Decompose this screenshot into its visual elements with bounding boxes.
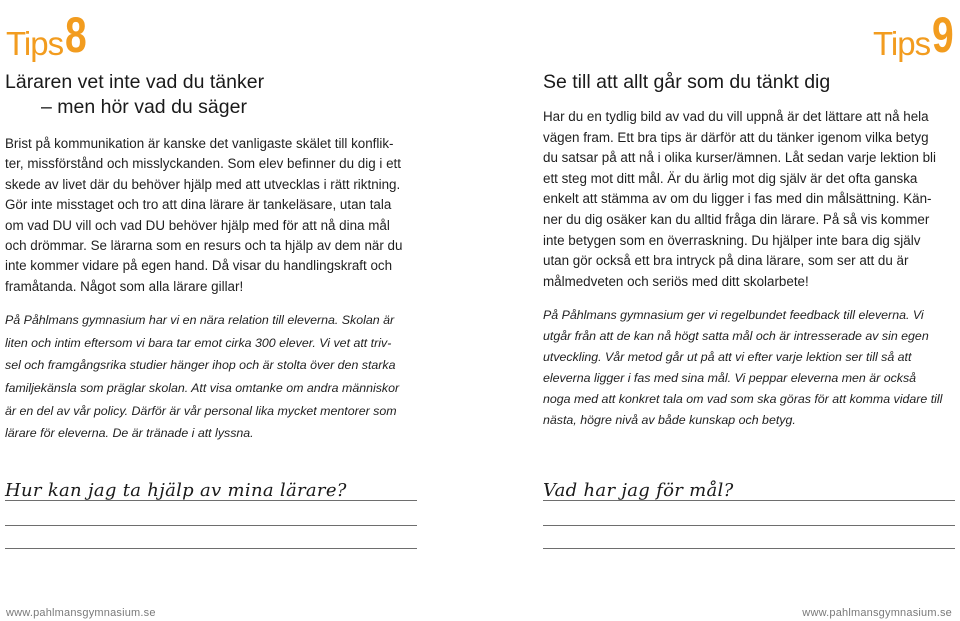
tip-8-paragraph bbox=[5, 134, 420, 297]
text-line: utveckling. Vår metod går ut på att vi efter varje lektion ser till så att bbox=[543, 350, 912, 365]
text-line: ter, missförstånd och misslyckanden. Som elev befinner du dig i ett bbox=[5, 156, 401, 172]
text-line: Har du en tydlig bild av vad du vill uppnå är det lättare att nå hela bbox=[543, 109, 929, 124]
tip-9-question: Vad har jag för mål? bbox=[543, 480, 734, 501]
answer-line[interactable] bbox=[543, 525, 955, 526]
tips-number: 9 bbox=[932, 7, 954, 63]
text-line: framåtanda. Något som alla lärare gillar! bbox=[5, 278, 244, 294]
heading-line-1: Läraren vet inte vad du tänker bbox=[5, 71, 265, 93]
text-line: utgår från att de kan nå högt satta mål och är intresserade av sin egen bbox=[543, 329, 929, 344]
text-line: vägen fram. Ett bra tips är därför att du tänker igenom vilka betyg bbox=[543, 129, 929, 145]
footer-url-right: www.pahlmansgymnasium.se bbox=[802, 607, 952, 619]
text-line: nästa, högre nivå av både kunskap och betyg. bbox=[543, 413, 796, 428]
tips-number: 8 bbox=[65, 7, 87, 63]
tip-8-section bbox=[5, 70, 420, 445]
tip-8-question: Hur kan jag ta hjälp av mina lärare? bbox=[5, 480, 347, 501]
text-line: ett steg mot ditt mål. Är du ärlig mot dig själv är det ofta ganska bbox=[543, 170, 918, 186]
text-line: ner du dig osäker kan du alltid fråga din lärare. På så vis kommer bbox=[543, 211, 930, 227]
tip-8-heading bbox=[5, 70, 420, 120]
tips-word: Tips bbox=[6, 25, 64, 62]
answer-line[interactable] bbox=[543, 548, 955, 549]
text-line: sel och framgångsrika studier hänger ihop och är stolta över den starka bbox=[5, 358, 396, 373]
text-line: Brist på kommunikation är kanske det vanligaste skälet till konflik- bbox=[5, 136, 394, 151]
tip-8-school-note bbox=[5, 309, 420, 445]
tip-9-paragraph bbox=[543, 107, 955, 292]
text-line: familjekänsla som präglar skolan. Att visa omtanke om andra människor bbox=[5, 381, 400, 396]
text-line: är en del av vår policy. Därför är vår personal lika mycket mentorer som bbox=[5, 403, 397, 418]
text-line: liten och intim eftersom vi bara tar emot cirka 300 elever. Vi vet att triv- bbox=[5, 335, 392, 350]
text-line: om vad DU vill och vad DU behöver hjälp med för att nå dina mål bbox=[5, 217, 390, 233]
text-line: eleverna ligger i fas med sina mål. Vi peppar eleverna men är också bbox=[543, 371, 917, 386]
tip-9-heading: Se till att allt går som du tänkt dig bbox=[543, 71, 831, 93]
text-line: På Påhlmans gymnasium ger vi regelbundet feedback till eleverna. Vi bbox=[543, 308, 924, 323]
tip-9-school-note bbox=[543, 305, 955, 431]
footer-url-left: www.pahlmansgymnasium.se bbox=[6, 607, 156, 619]
text-line: inte betygen som en överraskning. Du hjälper inte bara dig själv bbox=[543, 232, 921, 248]
tips-word: Tips bbox=[873, 25, 931, 62]
answer-line[interactable] bbox=[5, 500, 417, 501]
text-line: enkelt att stämma av om du ligger i fas med din målsättning. Kän- bbox=[543, 191, 932, 207]
text-line: inte kommer vidare på egen hand. Då visar du handlingskraft och bbox=[5, 258, 393, 274]
answer-line[interactable] bbox=[5, 548, 417, 549]
text-line: På Påhlmans gymnasium har vi en nära relation till eleverna. Skolan är bbox=[5, 313, 395, 328]
heading-line-2: – men hör vad du säger bbox=[41, 96, 247, 118]
tip-9-section bbox=[543, 70, 955, 431]
text-line: du satsar på att nå i olika kurser/ämnen. Låt sedan varje lektion bli bbox=[543, 150, 937, 166]
text-line: utan gör också ett bra intryck på dina lärare, som ser att du är bbox=[543, 253, 909, 269]
tips-9-label bbox=[873, 7, 960, 63]
text-line: lärare för eleverna. De är tränade i att lyssna. bbox=[5, 426, 254, 441]
text-line: målmedveten och seriös med ditt skolarbete! bbox=[543, 273, 809, 289]
answer-line[interactable] bbox=[543, 500, 955, 501]
text-line: Gör inte misstaget och tro att dina lärare är tankeläsare, utan tala bbox=[5, 197, 392, 213]
text-line: skede av livet där du behöver hjälp med att utvecklas i rätt riktning. bbox=[5, 176, 401, 192]
text-line: noga med att konkret tala om vad som ska göras för att komma vidare till bbox=[543, 392, 943, 407]
text-line: och drömmar. Se lärarna som en resurs och ta hjälp av dem när du bbox=[5, 238, 403, 254]
answer-line[interactable] bbox=[5, 525, 417, 526]
tips-8-label bbox=[6, 7, 93, 63]
